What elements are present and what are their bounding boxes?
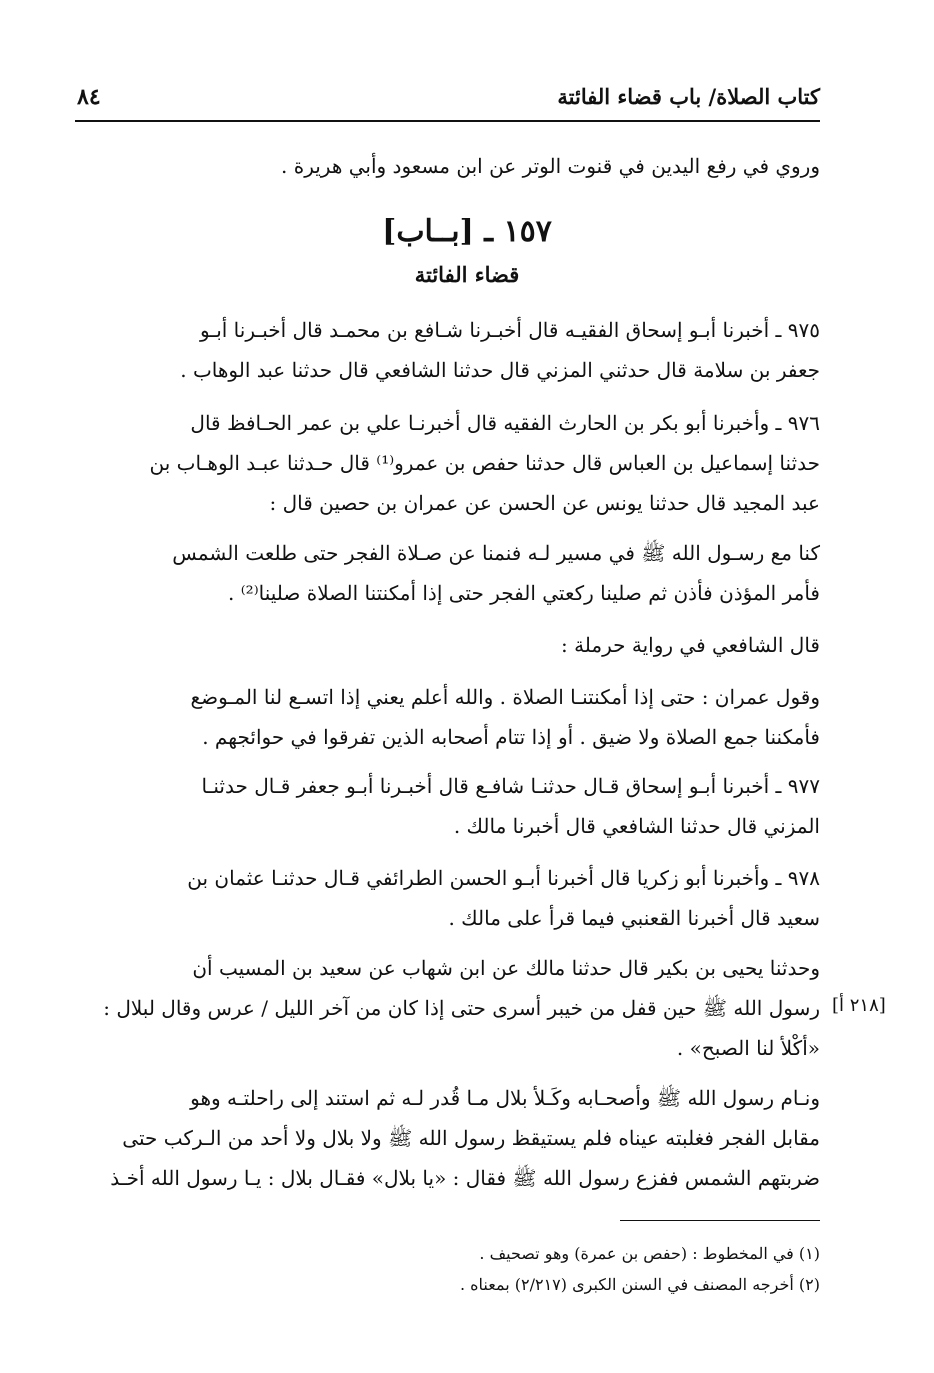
text-line: ٩٧٦ ـ وأخبرنا أبو بكر بن الحارث الفقيه قال أخبرنـا علي بن عمر الحـافظ قال xyxy=(190,411,820,435)
text-line: فأمر المؤذن فأذن ثم صلينا ركعتي الفجر حتى إذا أمكنتنا الصلاة صلينا⁽²⁾ . xyxy=(228,581,820,605)
text-line: رسول الله ﷺ حين قفل من خيبر أسرى حتى إذا كان من آخر الليل / عرس وقال لبلال : xyxy=(103,996,820,1020)
text-line: ٩٧٥ ـ أخبرنا أبـو إسحاق الفقيـه قال أخبـرنا شـافع بن محمـد قال أخبـرنا أبـو xyxy=(200,318,820,342)
text-line: فأمكننا جمع الصلاة ولا ضيق . أو إذا تتام أصحابه الذين تفرقوا في حوائجهم . xyxy=(202,725,820,749)
text-line: سعيد قال أخبرنا القعنبي فيما قرأ على مالك . xyxy=(448,906,820,930)
text-line: ضربتهم الشمس ففزع رسول الله ﷺ فقال : «يا بلال» فقـال بلال : يـا رسول الله أخـذ xyxy=(110,1166,820,1190)
text-line: ٩٧٧ ـ أخبرنا أبـو إسحاق قـال حدثنـا شافـع قال أخبـرنا أبـو جعفر قـال حدثنـا xyxy=(201,774,820,798)
chapter-title: قضاء الفائتة xyxy=(414,262,520,287)
hadith-977 xyxy=(78,766,820,846)
text-line: ٩٧٨ ـ وأخبرنا أبو زكريا قال أخبرنا أبـو الحسن الطرائفي قـال حدثنـا عثمان بن xyxy=(187,866,820,890)
text-line: وقول عمران : حتى إذا أمكنتنـا الصلاة . والله أعلم يعني إذا اتسـع لنا المـوضع xyxy=(190,685,820,709)
commentary-paragraph xyxy=(78,677,820,757)
sleep-narration xyxy=(78,1078,820,1198)
yahya-narration xyxy=(78,948,820,1068)
text-line: مقابل الفجر فغلبته عيناه فلم يستيقظ رسول الله ﷺ ولا بلال ولا أحد من الـركب حتى xyxy=(122,1126,820,1150)
footnote: (١) في المخطوط : (حفص بن عمرة) وهو تصحيف . xyxy=(479,1244,820,1263)
text-line: «أكْلأ لنا الصبح» . xyxy=(676,1036,820,1060)
text-line: جعفر بن سلامة قال حدثني المزني قال حدثنا الشافعي قال حدثنا عبد الوهاب . xyxy=(180,358,820,382)
hadith-975 xyxy=(78,310,820,390)
header-divider xyxy=(75,120,820,122)
hadith-976 xyxy=(78,403,820,523)
text-line: كنا مع رسـول الله ﷺ في مسير لـه فنمنا عن صـلاة الفجر حتى طلعت الشمس xyxy=(172,541,820,565)
text-line: ونـام رسول الله ﷺ وأصحـابه وكَـلأ بلال مـا قُدر لـه ثم استند إلى راحلتـه وهو xyxy=(190,1086,820,1110)
footnote: (٢) أخرجه المصنف في السنن الكبرى (٢/٢١٧) بمعناه . xyxy=(459,1275,820,1294)
text-line: قال الشافعي في رواية حرملة : xyxy=(560,633,820,657)
text-line: حدثنا إسماعيل بن العباس قال حدثنا حفص بن عمرو⁽¹⁾ قال حـدثنا عبـد الوهـاب بن xyxy=(149,451,820,475)
text-line: وحدثنا يحيى بن بكير قال حدثنا مالك عن ابن شهاب عن سعيد بن المسيب أن xyxy=(192,956,820,980)
running-title: كتاب الصلاة/ باب قضاء الفائتة xyxy=(557,84,820,109)
text-line: وروي في رفع اليدين في قنوت الوتر عن ابن مسعود وأبي هريرة . xyxy=(281,154,820,178)
text-line: عبد المجيد قال حدثنا يونس عن الحسن عن عمران بن حصين قال : xyxy=(269,491,820,515)
intro-line xyxy=(78,146,820,186)
shafii-note xyxy=(78,625,820,665)
narration-paragraph xyxy=(78,533,820,613)
hadith-978 xyxy=(78,858,820,938)
page-number: ٨٤ xyxy=(77,84,101,110)
footnotes xyxy=(200,1238,820,1300)
footnote-divider xyxy=(620,1220,820,1221)
manuscript-folio-marker: [٢١٨ أ] xyxy=(832,995,886,1016)
page-header xyxy=(75,78,820,122)
text-line: المزني قال حدثنا الشافعي قال أخبرنا مالك . xyxy=(453,814,820,838)
chapter-heading: ١٥٧ ـ [بــاب] xyxy=(382,214,552,249)
